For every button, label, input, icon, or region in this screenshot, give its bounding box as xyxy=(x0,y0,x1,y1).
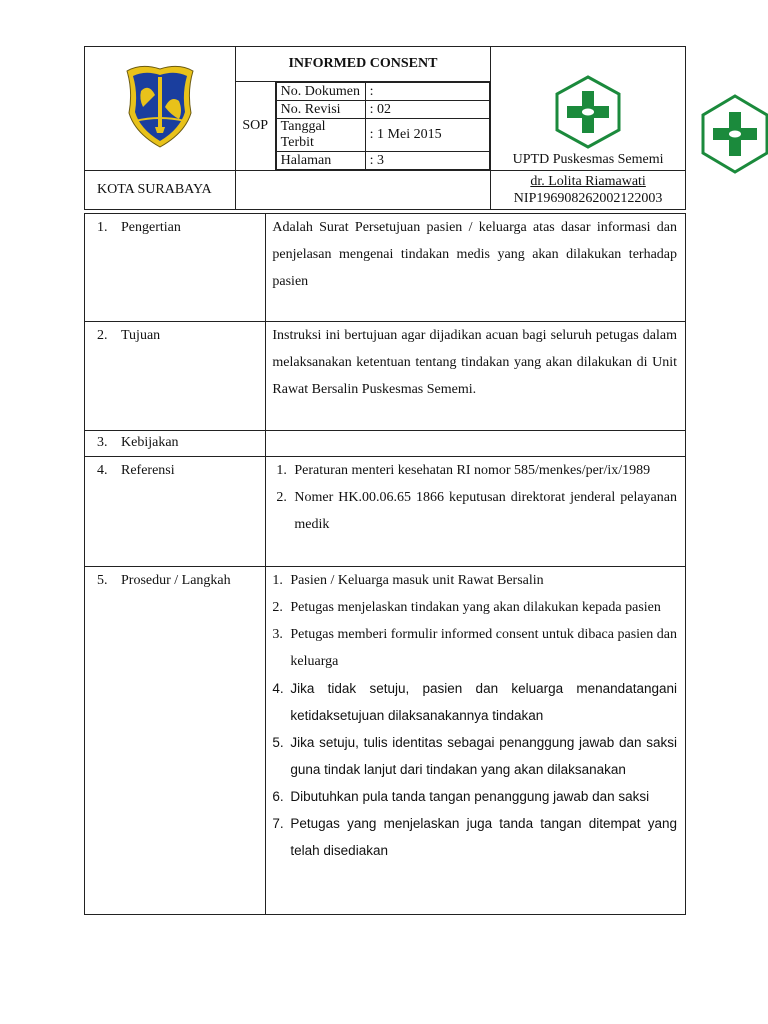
meta-value: : 1 Mei 2015 xyxy=(365,119,490,152)
section-text: Adalah Surat Persetujuan pasien / keluarga atas dasar informasi dan penjelasan mengenai tindakan medis yang akan dilakukan terhadap pasien xyxy=(266,214,686,322)
section-number: 3. xyxy=(97,435,108,450)
section-row xyxy=(85,431,686,457)
meta-value: : xyxy=(365,83,490,101)
signatory-nip: NIP196908262002122003 xyxy=(513,191,663,206)
section-row xyxy=(85,322,686,431)
meta-value: : 02 xyxy=(365,101,490,119)
section-number: 1. xyxy=(97,220,108,235)
sop-label: SOP xyxy=(235,82,275,171)
puskesmas-logo-cell xyxy=(491,47,686,171)
section-row xyxy=(85,457,686,567)
organization-name: UPTD Puskesmas Sememi xyxy=(512,152,664,167)
list-item: 6. Dibutuhkan pula tanda tangan penanggung jawab dan saksi xyxy=(272,789,650,804)
section-label: Referensi xyxy=(121,463,175,478)
puskesmas-logo-icon xyxy=(700,94,768,174)
section-number: 4. xyxy=(97,463,108,478)
meta-label: Tanggal Terbit xyxy=(276,119,365,152)
section-row xyxy=(85,567,686,915)
list-item: 5. Jika setuju, tulis identitas sebagai penanggung jawab dan saksi guna tindak lanjut dari tindakan yang akan dilaksanakan xyxy=(272,735,677,777)
signatory-name: dr. Lolita Riamawati xyxy=(530,174,646,189)
sop-header-table xyxy=(84,46,686,210)
signatory-cell xyxy=(491,171,686,210)
meta-label: No. Dokumen xyxy=(276,83,365,101)
surabaya-emblem-cell xyxy=(85,47,236,171)
meta-label: Halaman xyxy=(276,152,365,170)
section-text xyxy=(266,431,686,457)
section-label: Tujuan xyxy=(121,328,161,343)
list-item: 3. Petugas memberi formulir informed consent untuk dibaca pasien dan keluarga xyxy=(272,627,677,669)
list-item: 1. Pasien / Keluarga masuk unit Rawat Bersalin xyxy=(272,573,544,588)
section-label-cell xyxy=(85,457,266,567)
meta-label: No. Revisi xyxy=(276,101,365,119)
list-item: 1. Peraturan menteri kesehatan RI nomor 585/menkes/per/ix/1989 xyxy=(276,463,651,478)
surabaya-emblem-icon xyxy=(119,61,201,151)
section-label-cell xyxy=(85,322,266,431)
section-number: 2. xyxy=(97,328,108,343)
list-item: 2. Nomer HK.00.06.65 1866 keputusan direktorat jenderal pelayanan medik xyxy=(276,490,677,532)
city-name: KOTA SURABAYA xyxy=(85,171,236,210)
list-item: 2. Petugas menjelaskan tindakan yang akan dilakukan kepada pasien xyxy=(272,600,661,615)
empty-cell xyxy=(235,171,490,210)
section-text: Instruksi ini bertujuan agar dijadikan acuan bagi seluruh petugas dalam melaksanakan ketentuan tentang tindakan yang akan dilakukan di Unit Rawat Bersalin Puskesmas Sememi. xyxy=(266,322,686,431)
reference-list xyxy=(266,457,686,567)
section-label: Kebijakan xyxy=(121,435,179,450)
sop-content-table xyxy=(84,213,686,915)
section-label-cell xyxy=(85,567,266,915)
section-label-cell xyxy=(85,431,266,457)
puskesmas-logo-icon xyxy=(553,75,623,149)
list-item: 4. Jika tidak setuju, pasien dan keluarga menandatangani ketidaksetujuan dilaksanakannya tindakan xyxy=(272,681,677,723)
procedure-list xyxy=(266,567,686,915)
section-label-cell xyxy=(85,214,266,322)
list-item: 7. Petugas yang menjelaskan juga tanda tangan ditempat yang telah disediakan xyxy=(272,816,677,858)
document-title: INFORMED CONSENT xyxy=(235,47,490,82)
meta-value: : 3 xyxy=(365,152,490,170)
section-row xyxy=(85,214,686,322)
document-meta xyxy=(275,82,491,171)
section-number: 5. xyxy=(97,573,108,588)
section-label: Prosedur / Langkah xyxy=(121,573,231,588)
section-label: Pengertian xyxy=(121,220,181,235)
